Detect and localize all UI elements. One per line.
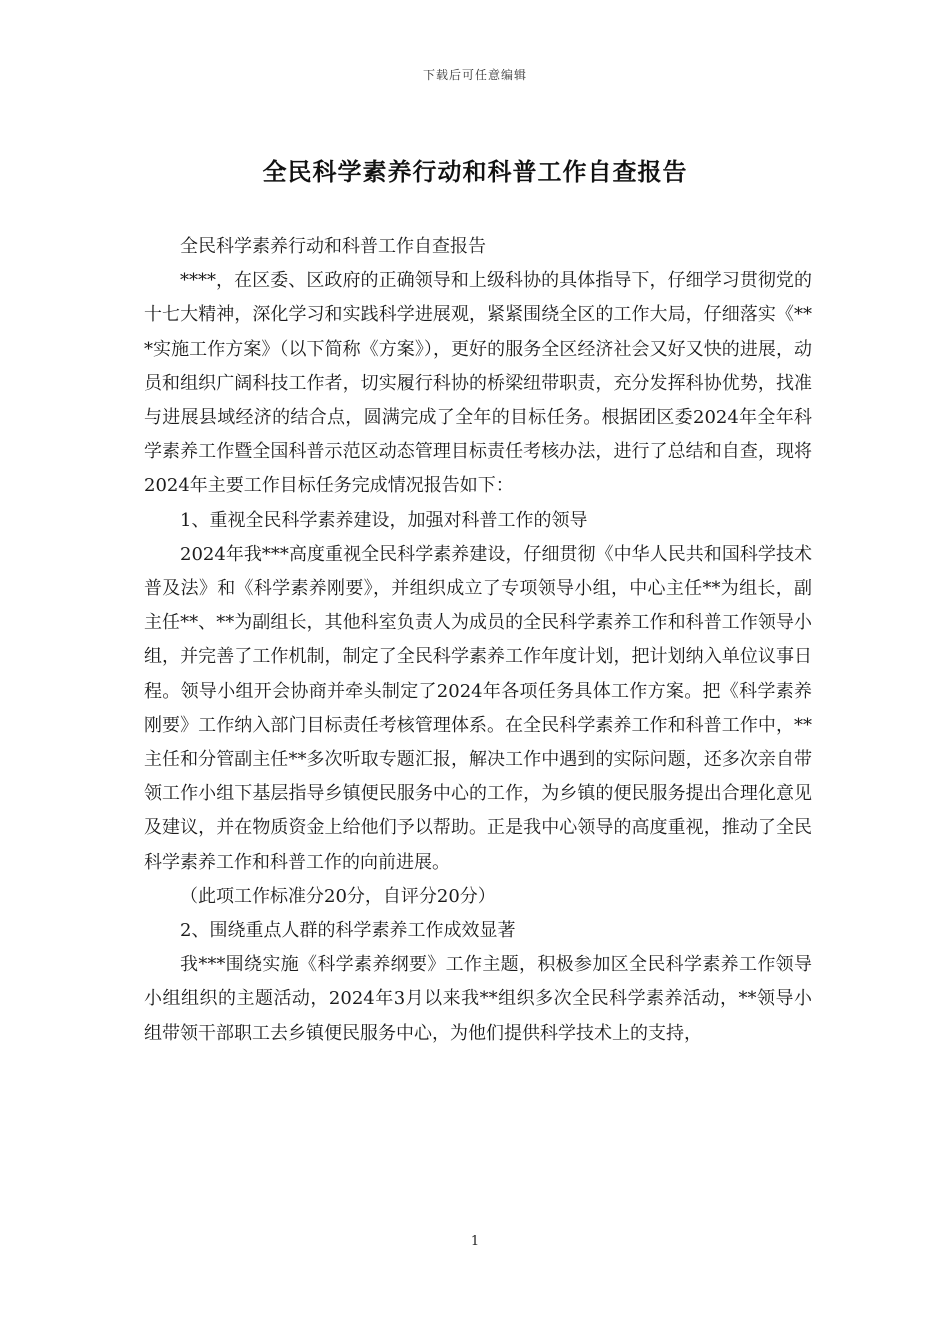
section-heading-1: 1、重视全民科学素养建设，加强对科普工作的领导 (180, 509, 588, 531)
page-number: 1 (470, 1234, 480, 1249)
paragraph-score-note: （此项工作标准分20分，自评分20分） (180, 885, 496, 907)
document-body (144, 230, 812, 1051)
section-heading-2: 2、围绕重点人群的科学素养工作成效显著 (180, 920, 516, 942)
paragraph-section-1: 2024年我***高度重视全民科学素养建设，仔细贯彻《中华人民共和国科学技术普及法》和《科学素养刚要》，并组织成立了专项领导小组，中心主任**为组长，副主任**、**为副组长，其他科室负责人为成员的全民科学素养工作和科普工作领导小组，并完善了工作机制，制定了全民科学素养工作年度计划，把计划纳入单位议事日程。领导小组开会协商并牵头制定了2024年各项任务具体工作方案。把《科学素养刚要》工作纳入部门目标责任考核管理体系。在全民科学素养工作和科普工作中，**主任和分管副主任**多次听取专题汇报，解决工作中遇到的实际问题，还多次亲自带领工作小组下基层指导乡镇便民服务中心的工作，为乡镇的便民服务提出合理化意见及建议，并在物质资金上给他们予以帮助。正是我中心领导的高度重视，推动了全民科学素养工作和科普工作的向前进展。 (144, 543, 812, 873)
page-header-note: 下载后可任意编辑 (422, 68, 527, 82)
paragraph-intro: ****，在区委、区政府的正确领导和上级科协的具体指导下，仔细学习贯彻党的十七大精神，深化学习和实践科学进展观，紧紧围绕全区的工作大局，仔细落实《***实施工作方案》（以下简称《方案》），更好的服务全区经济社会又好又快的进展，动员和组织广阔科技工作者，切实履行科协的桥梁纽带职责，充分发挥科协优势，找准与进展县域经济的结合点，圆满完成了全年的目标任务。根据团区委2024年全年科学素养工作暨全国科普示范区动态管理目标责任考核办法，进行了总结和自查，现将2024年主要工作目标任务完成情况报告如下： (144, 270, 812, 497)
paragraph-section-2: 我***围绕实施《科学素养纲要》工作主题，积极参加区全民科学素养工作领导小组组织的主题活动，2024年3月以来我**组织多次全民科学素养活动，**领导小组带领干部职工去乡镇便民服务中心，为他们提供科学技术上的支持， (144, 954, 812, 1044)
paragraph-subtitle: 全民科学素养行动和科普工作自查报告 (180, 236, 486, 257)
document-title: 全民科学素养行动和科普工作自查报告 (262, 158, 688, 186)
